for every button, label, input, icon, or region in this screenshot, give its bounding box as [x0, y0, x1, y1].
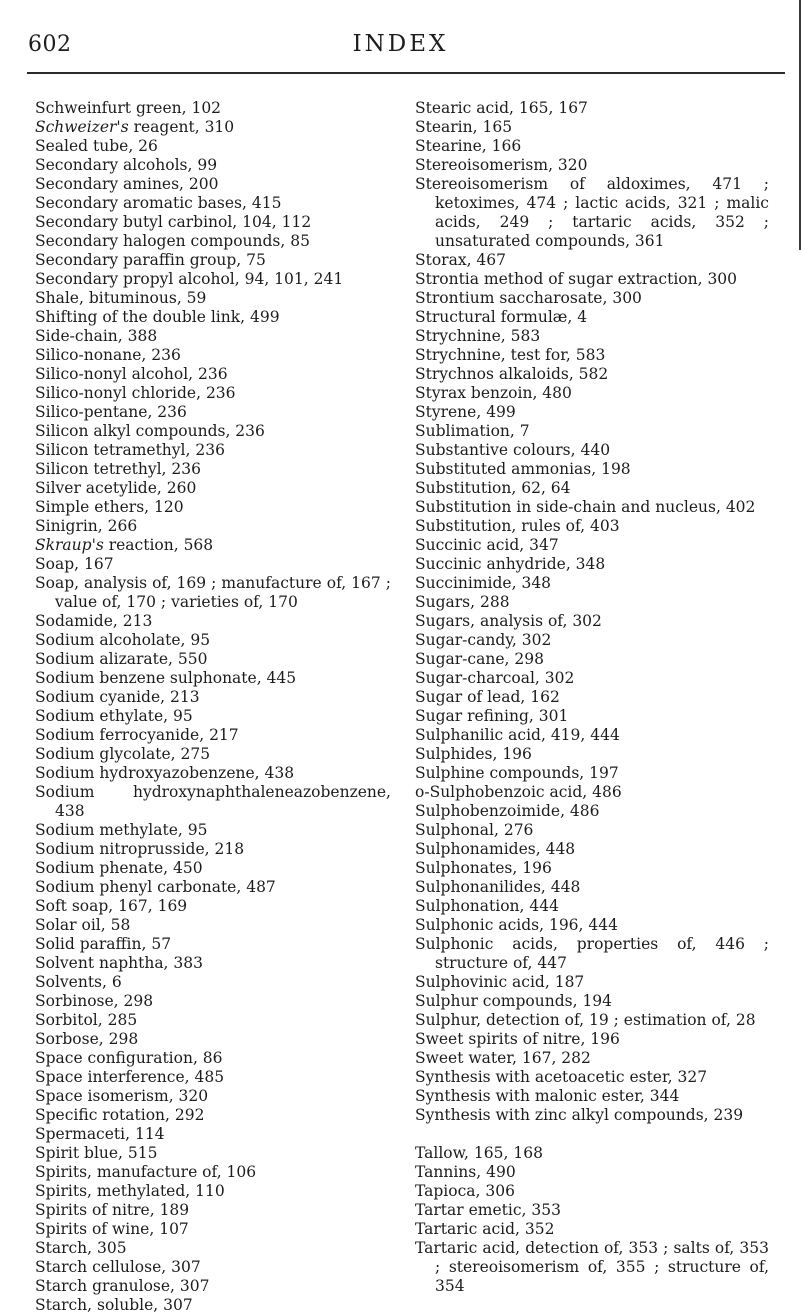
index-entry: Sulphonic acids, properties of, 446 ; structure of, 447: [415, 935, 769, 972]
index-entry: Silicon tetramethyl, 236: [35, 441, 225, 459]
index-entry: Sugar refining, 301: [415, 707, 569, 725]
index-entry: Sulphur, detection of, 19 ; estimation of, 28: [415, 1011, 756, 1029]
index-entry: Secondary paraffin group, 75: [35, 251, 266, 269]
index-entry: Sodium benzene sulphonate, 445: [35, 669, 297, 687]
index-entry: Sulphonal, 276: [415, 821, 534, 839]
index-entry: Starch, soluble, 307: [35, 1296, 193, 1314]
index-entry: Synthesis with zinc alkyl compounds, 239: [415, 1106, 744, 1124]
index-entry: Sodium nitroprusside, 218: [35, 840, 245, 858]
index-entry: Substantive colours, 440: [415, 441, 611, 459]
index-entry: Sulphonanilides, 448: [415, 878, 581, 896]
index-entry: Strontium saccharosate, 300: [415, 289, 642, 307]
index-entry: Sodamide, 213: [35, 612, 153, 630]
index-entry: Specific rotation, 292: [35, 1106, 205, 1124]
index-entry: Succinic anhydride, 348: [415, 555, 606, 573]
index-column-right: [415, 99, 769, 1296]
index-entry: Space isomerism, 320: [35, 1087, 209, 1105]
index-entry: Spirit blue, 515: [35, 1144, 158, 1162]
index-entry: Space interference, 485: [35, 1068, 225, 1086]
index-entry: Simple ethers, 120: [35, 498, 184, 516]
index-entry: Tartaric acid, detection of, 353 ; salts of, 353 ; stereoisomerism of, 355 ; structure of, 354: [415, 1239, 769, 1295]
index-entry: Sorbose, 298: [35, 1030, 139, 1048]
index-entry: Stearine, 166: [415, 137, 522, 155]
index-entry: Soap, analysis of, 169 ; manufacture of, 167 ; value of, 170 ; varieties of, 170: [35, 574, 391, 611]
index-entry: Sorbinose, 298: [35, 992, 154, 1010]
index-entry: Solvents, 6: [35, 973, 122, 991]
index-entry: Stereoisomerism, 320: [415, 156, 588, 174]
index-entry: Soap, 167: [35, 555, 114, 573]
index-entry: Starch cellulose, 307: [35, 1258, 201, 1276]
index-entry: Space configuration, 86: [35, 1049, 223, 1067]
index-entry: Sulphonamides, 448: [415, 840, 576, 858]
index-entry: Secondary alcohols, 99: [35, 156, 218, 174]
italic-term: Schweizer's: [35, 118, 129, 136]
index-column-left: [35, 99, 391, 1315]
index-entry: Sulphonates, 196: [415, 859, 552, 877]
index-entry: Sugar of lead, 162: [415, 688, 560, 706]
index-entry: Starch granulose, 307: [35, 1277, 210, 1295]
index-entry: Substituted ammonias, 198: [415, 460, 631, 478]
index-entry: Tartar emetic, 353: [415, 1201, 561, 1219]
index-entry: o-Sulphobenzoic acid, 486: [415, 783, 622, 801]
index-entry: Sodium phenate, 450: [35, 859, 203, 877]
index-entry: Soft soap, 167, 169: [35, 897, 188, 915]
index-entry: Sodium hydroxyazobenzene, 438: [35, 764, 295, 782]
index-entry: Sugar-cane, 298: [415, 650, 544, 668]
page-title: INDEX: [352, 31, 449, 57]
index-entry: Structural formulæ, 4: [415, 308, 588, 326]
index-entry: Strychnine, test for, 583: [415, 346, 606, 364]
index-entry: Silico-nonane, 236: [35, 346, 181, 364]
index-entry: Schweinfurt green, 102: [35, 99, 222, 117]
index-entry: Storax, 467: [415, 251, 507, 269]
index-entry: Sugar-charcoal, 302: [415, 669, 575, 687]
index-entry: Sodium glycolate, 275: [35, 745, 211, 763]
header-rule: [27, 72, 785, 74]
index-entry: Silicon tetrethyl, 236: [35, 460, 201, 478]
index-entry: Sulphine compounds, 197: [415, 764, 619, 782]
index-entry: Sulphonic acids, 196, 444: [415, 916, 618, 934]
index-entry: Stereoisomerism of aldoximes, 471 ; ketoximes, 474 ; lactic acids, 321 ; malic acids, 249 ; tartaric acids, 352 ; unsaturated compounds, 361: [415, 175, 769, 250]
index-entry: Sulphobenzoimide, 486: [415, 802, 600, 820]
index-entry: Sealed tube, 26: [35, 137, 158, 155]
index-entry: Secondary amines, 200: [35, 175, 219, 193]
index-entry: Sodium methylate, 95: [35, 821, 208, 839]
section-gap: [415, 1125, 769, 1144]
index-entry: Styrene, 499: [415, 403, 516, 421]
index-entry: Silico-nonyl chloride, 236: [35, 384, 236, 402]
index-entry: Synthesis with acetoacetic ester, 327: [415, 1068, 708, 1086]
index-entry: Spirits of wine, 107: [35, 1220, 189, 1238]
index-entry: Sulphonation, 444: [415, 897, 559, 915]
index-entry: Secondary halogen compounds, 85: [35, 232, 310, 250]
index-entry: Sodium cyanide, 213: [35, 688, 200, 706]
index-entry: Sublimation, 7: [415, 422, 530, 440]
index-entry: Shifting of the double link, 499: [35, 308, 280, 326]
index-entry: Sodium ethylate, 95: [35, 707, 193, 725]
index-entry: Stearin, 165: [415, 118, 513, 136]
entry-rest: reaction, 568: [103, 536, 214, 554]
index-entry: Spirits, methylated, 110: [35, 1182, 225, 1200]
index-entry: Sodium phenyl carbonate, 487: [35, 878, 276, 896]
index-entry: Starch, 305: [35, 1239, 127, 1257]
index-entry: Substitution, rules of, 403: [415, 517, 620, 535]
index-entry: Shale, bituminous, 59: [35, 289, 207, 307]
index-entry: Sulphides, 196: [415, 745, 532, 763]
index-entry: Silico-pentane, 236: [35, 403, 187, 421]
index-entry: Tartaric acid, 352: [415, 1220, 555, 1238]
index-entry: Stearic acid, 165, 167: [415, 99, 588, 117]
index-entry: Spirits of nitre, 189: [35, 1201, 190, 1219]
index-entry: Silver acetylide, 260: [35, 479, 197, 497]
index-entry: Solid paraffin, 57: [35, 935, 172, 953]
page-number: 602: [28, 32, 72, 57]
index-entry: Solar oil, 58: [35, 916, 131, 934]
index-entry: Sorbitol, 285: [35, 1011, 138, 1029]
index-entry: Sulphovinic acid, 187: [415, 973, 585, 991]
index-entry: Styrax benzoin, 480: [415, 384, 572, 402]
index-entry: Substitution in side-chain and nucleus, 402: [415, 498, 756, 516]
index-entry: Secondary aromatic bases, 415: [35, 194, 282, 212]
index-entry: Synthesis with malonic ester, 344: [415, 1087, 680, 1105]
index-entry: Silicon alkyl compounds, 236: [35, 422, 265, 440]
index-entry: Sodium ferrocyanide, 217: [35, 726, 239, 744]
index-entry: Spirits, manufacture of, 106: [35, 1163, 257, 1181]
index-entry: [35, 536, 391, 555]
index-entry: Strychnos alkaloids, 582: [415, 365, 609, 383]
index-entry: Sugar-candy, 302: [415, 631, 552, 649]
index-entry: Spermaceti, 114: [35, 1125, 165, 1143]
index-entry: Succinimide, 348: [415, 574, 552, 592]
index-entry: Sodium alcoholate, 95: [35, 631, 211, 649]
index-entry: Sinigrin, 266: [35, 517, 138, 535]
index-entry: Secondary propyl alcohol, 94, 101, 241: [35, 270, 344, 288]
index-entry: Sugars, 288: [415, 593, 510, 611]
index-entry: Succinic acid, 347: [415, 536, 559, 554]
entry-rest: reagent, 310: [128, 118, 235, 136]
index-entry: Strontia method of sugar extraction, 300: [415, 270, 738, 288]
index-entry: Sulphanilic acid, 419, 444: [415, 726, 620, 744]
index-entry: Side-chain, 388: [35, 327, 158, 345]
index-entry: Silico-nonyl alcohol, 236: [35, 365, 228, 383]
index-entry: Sulphur compounds, 194: [415, 992, 613, 1010]
index-entry: Sweet water, 167, 282: [415, 1049, 591, 1067]
index-entry: Solvent naphtha, 383: [35, 954, 203, 972]
index-entry: Strychnine, 583: [415, 327, 541, 345]
index-entry: Sugars, analysis of, 302: [415, 612, 602, 630]
index-entry: Tapioca, 306: [415, 1182, 515, 1200]
index-entry: [35, 118, 391, 137]
index-entry: Sodium alizarate, 550: [35, 650, 208, 668]
index-entry: Sodium hydroxynaphthaleneazobenzene, 438: [35, 783, 391, 820]
index-entry: Substitution, 62, 64: [415, 479, 571, 497]
italic-term: Skraup's: [35, 536, 104, 554]
index-entry: Secondary butyl carbinol, 104, 112: [35, 213, 312, 231]
index-entry: Sweet spirits of nitre, 196: [415, 1030, 620, 1048]
index-entry: Tannins, 490: [415, 1163, 516, 1181]
index-entry: Tallow, 165, 168: [415, 1144, 543, 1162]
